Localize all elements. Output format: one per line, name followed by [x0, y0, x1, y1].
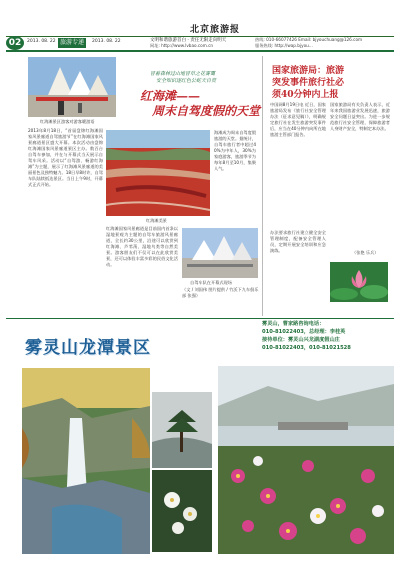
side-author: （张艳 乐兵）: [352, 250, 379, 255]
article-body-right: 海滩成为周末自驾度假旅游的天堂。据统计，自驾车旅行者中超过40%为中年人，30%为家庭游客，旅游季节为每年8月至10月，集聚人气。: [214, 130, 256, 171]
photo-pine: [152, 392, 212, 468]
contact-line-2: 010-81022403，总经理：李桂英: [262, 329, 346, 335]
contact-line-4: 010-81022403，010-81021528: [262, 345, 351, 351]
header-web: 网址: http://www.lvbao.com.cn: [150, 43, 214, 48]
header-subtitle: 文明和谐旅游首白 · 责任无限走向明天: [150, 38, 227, 43]
photo-tents: [182, 228, 258, 278]
side-title-1: 国家旅游局：旅游: [272, 66, 345, 76]
side-body-2: 国家旅游局有关负责人表示，近年来我国旅游业发展迅速，旅游安全问题日益突出。为进一步规范旅行社安全管理，保障旅游者人身财产安全，特制定本办法。: [330, 102, 390, 131]
photo1-caption: 红海滩景区游客对游客暖游语: [40, 119, 95, 124]
header-phone: 热线: 010-66077426 Email: bjyouchuang@126.com: [255, 37, 363, 42]
photo-waterfall: [22, 368, 150, 554]
side-title-2: 突发事件旅行社必: [272, 78, 345, 88]
article-title-line1: 红海滩——: [140, 89, 201, 103]
article-title-line2: 周末自驾度假的天堂: [152, 104, 261, 118]
pretitle-1: 冒着森林过山地冒草之花雾霭: [150, 71, 216, 77]
article-body-middle: 红海滩国家风景廊道是目前国内首条以湿地景观为主题的自驾车旅游风景廊道，全长约30公里，沿途可以欣赏到红海滩、芦苇荡、湿地鸟类等自然美景。游客朋友们不仅可以在此欣赏美景，还可以体验丰富多彩的民俗文化活动。: [106, 226, 178, 267]
side-body-1: 中国网8月19日电 近日，国家旅游局发布《旅行社安全管理办法（征求意见稿）》，明确规定旅行社在发生旅游突发事件后，应当在40分钟内向所在地旅游主管部门报告。: [270, 102, 326, 137]
contact-box: [262, 320, 394, 362]
photo3-caption: 自驾车队在开幕式现场: [190, 280, 232, 285]
side-title-3: 须40分钟内上报: [272, 90, 339, 100]
photo-red-beach: [106, 130, 210, 216]
photo2-caption: 红海滩美景: [146, 218, 167, 223]
page-number-badge: 02: [6, 36, 24, 50]
side-body-3: 办法要求旅行社建立健全安全管理制度，配备安全管理人员，定期开展安全培训和应急演练。: [270, 230, 326, 253]
header-date-left: 2013. 08. 22: [27, 39, 56, 44]
contact-line-1: 雾灵山，曹家路咨询电话：: [262, 321, 325, 327]
photo-lake-flowers: [218, 366, 394, 554]
contact-line-3: 接待单位：雾灵山兴龙湖度假山庄: [262, 337, 340, 343]
article-body-left: 2013年8月18日，“首届盘锦红海滩国家风景廊道自驾旅游节”在红海滩国家风景廊道景区盛大开幕。本次活动由盘锦红海滩国家风景廊道景区主办。数百台自驾车参加，并在与开幕式当天展示自驾车风采。活动以“自驾游、畅游红海滩”为主题，展示了红海滩风景廊道的美丽景色及独特魅力。18日早8时许，自驾车队陆续抵达景区。当日上午9时，开幕式正式开始。: [28, 128, 103, 187]
section-rule: [6, 318, 394, 319]
column-tag: 旅游专递: [59, 39, 84, 46]
photo-opening-ceremony: [28, 57, 116, 117]
photo-white-flowers: [152, 470, 212, 552]
pretitle-2: 安全知识逐红色公蛇天自赏: [156, 78, 217, 84]
header-rule-bottom: [6, 50, 394, 52]
header-date: 2013. 08. 22: [92, 39, 121, 44]
photo-lotus: [330, 262, 388, 302]
photo3-credit: （文 / 刘国伟 图片提供 / 竹沃下九车俱乐部 张强）: [182, 287, 259, 298]
header-service: 服务热线: http://wap.bjyou...: [255, 43, 313, 48]
masthead-title: 北京旅游报: [189, 25, 240, 35]
column-divider: [262, 56, 263, 316]
wuling-title: 雾灵山龙潭景区: [25, 338, 151, 358]
